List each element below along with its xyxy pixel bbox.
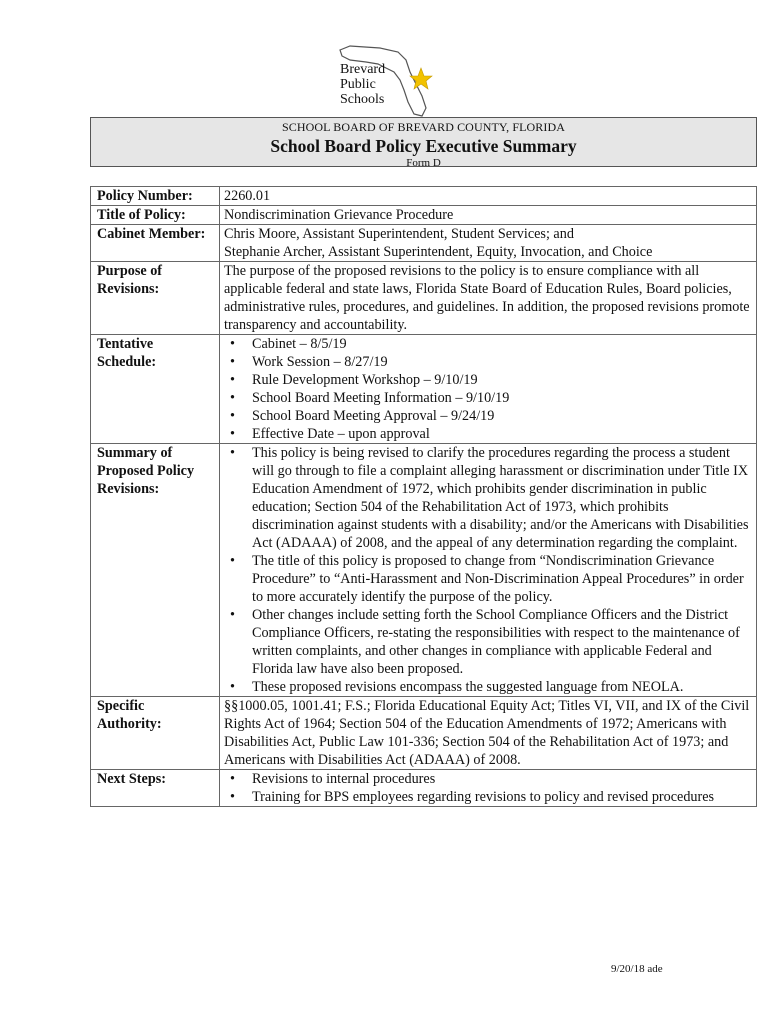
logo-line: Schools bbox=[340, 92, 385, 107]
label-line: Authority: bbox=[97, 716, 162, 732]
label-line: Purpose of bbox=[97, 263, 163, 279]
logo-text bbox=[340, 62, 385, 107]
row-cabinet-member bbox=[91, 225, 757, 262]
label-title-of-policy: Title of Policy: bbox=[91, 206, 220, 225]
label-line: Proposed Policy bbox=[97, 463, 195, 479]
list-item: • These proposed revisions encompass the suggested language from NEOLA. bbox=[252, 678, 752, 696]
label-summary bbox=[91, 444, 220, 697]
logo-line: Public bbox=[340, 77, 376, 92]
label-authority bbox=[91, 697, 220, 770]
value-purpose: The purpose of the proposed revisions to the policy is to ensure compliance with all applicable federal and state laws, Florida State Board of Education Rules, Board policies, administrative rules, procedures, and guidelines. In addition, the proposed revisions promote transparency and accountability. bbox=[220, 262, 757, 335]
value-summary bbox=[220, 444, 757, 697]
form-header bbox=[90, 117, 757, 167]
cabinet-member-line: Chris Moore, Assistant Superintendent, Student Services; and bbox=[224, 226, 574, 242]
label-policy-number: Policy Number: bbox=[91, 187, 220, 206]
value-cabinet-member bbox=[220, 225, 757, 262]
list-item: • This policy is being revised to clarify the procedures regarding the process a student will go through to file a complaint alleging harassment or discrimination under Title IX Education Amendment of 1972, which prohibits gender discrimination in public education; Section 504 of the Rehabilitation Act of 1973, which prohibits discrimination against students with a disability; and/or the Americans with Disabilities Act (ADAAA) of 2008, and the appeal of any determination regarding the complaint. bbox=[252, 444, 752, 552]
schedule-list bbox=[224, 335, 752, 443]
summary-list bbox=[224, 444, 752, 696]
value-next-steps bbox=[220, 770, 757, 807]
label-line: Tentative bbox=[97, 336, 154, 352]
row-summary bbox=[91, 444, 757, 697]
form-title: School Board Policy Executive Summary bbox=[270, 136, 577, 156]
list-item: • School Board Meeting Information – 9/10/19 bbox=[252, 389, 752, 407]
label-purpose bbox=[91, 262, 220, 335]
policy-summary-table bbox=[90, 186, 757, 807]
value-policy-number: 2260.01 bbox=[220, 187, 757, 206]
label-line: Schedule: bbox=[97, 354, 157, 370]
label-cabinet-member: Cabinet Member: bbox=[91, 225, 220, 262]
list-item: • Other changes include setting forth the School Compliance Officers and the District Compliance Officers, re-stating the responsibilities with respect to the maintenance of written complaints, and other changes in compliance with applicable Federal and Florida law have also been proposed. bbox=[252, 606, 752, 678]
footer-date: 9/20/18 ade bbox=[611, 963, 663, 975]
list-item: • School Board Meeting Approval – 9/24/19 bbox=[252, 407, 752, 425]
star-icon bbox=[410, 68, 432, 89]
label-next-steps: Next Steps: bbox=[91, 770, 220, 807]
value-schedule bbox=[220, 335, 757, 444]
row-next-steps bbox=[91, 770, 757, 807]
list-item: • Work Session – 8/27/19 bbox=[252, 353, 752, 371]
row-policy-number bbox=[91, 187, 757, 206]
list-item: • Revisions to internal procedures bbox=[252, 770, 752, 788]
list-item: • Cabinet – 8/5/19 bbox=[252, 335, 752, 353]
label-line: Summary of bbox=[97, 445, 173, 461]
row-schedule bbox=[91, 335, 757, 444]
row-purpose bbox=[91, 262, 757, 335]
list-item: • Training for BPS employees regarding revisions to policy and revised procedures bbox=[252, 788, 752, 806]
next-steps-list bbox=[224, 770, 752, 806]
label-line: Revisions: bbox=[97, 281, 160, 297]
list-item: • Effective Date – upon approval bbox=[252, 425, 752, 443]
row-title-of-policy bbox=[91, 206, 757, 225]
logo-line: Brevard bbox=[340, 62, 386, 77]
label-line: Revisions: bbox=[97, 481, 160, 497]
list-item: • Rule Development Workshop – 9/10/19 bbox=[252, 371, 752, 389]
cabinet-member-line: Stephanie Archer, Assistant Superintendent, Equity, Invocation, and Choice bbox=[224, 244, 653, 260]
list-item: • The title of this policy is proposed to change from “Nondiscrimination Grievance Procedure” to “Anti-Harassment and Non-Discrimination Appeal Procedures” in order to more accurately identify the purpose of the policy. bbox=[252, 552, 752, 606]
form-id: Form D bbox=[406, 157, 441, 169]
value-authority: §§1000.05, 1001.41; F.S.; Florida Educational Equity Act; Titles VI, VII, and IX of the Civil Rights Act of 1964; Section 504 of the Education Amendments of 1972; Americans with Disabilities Act, Public Law 101-336; Section 504 of the Rehabilitation Act of 1973; and Americans with Disabilities Act (ADAAA) of 2008. bbox=[220, 697, 757, 770]
row-authority bbox=[91, 697, 757, 770]
value-title-of-policy: Nondiscrimination Grievance Procedure bbox=[220, 206, 757, 225]
label-schedule bbox=[91, 335, 220, 444]
organization-name: SCHOOL BOARD OF BREVARD COUNTY, FLORIDA bbox=[281, 120, 566, 134]
label-line: Specific bbox=[97, 698, 145, 714]
